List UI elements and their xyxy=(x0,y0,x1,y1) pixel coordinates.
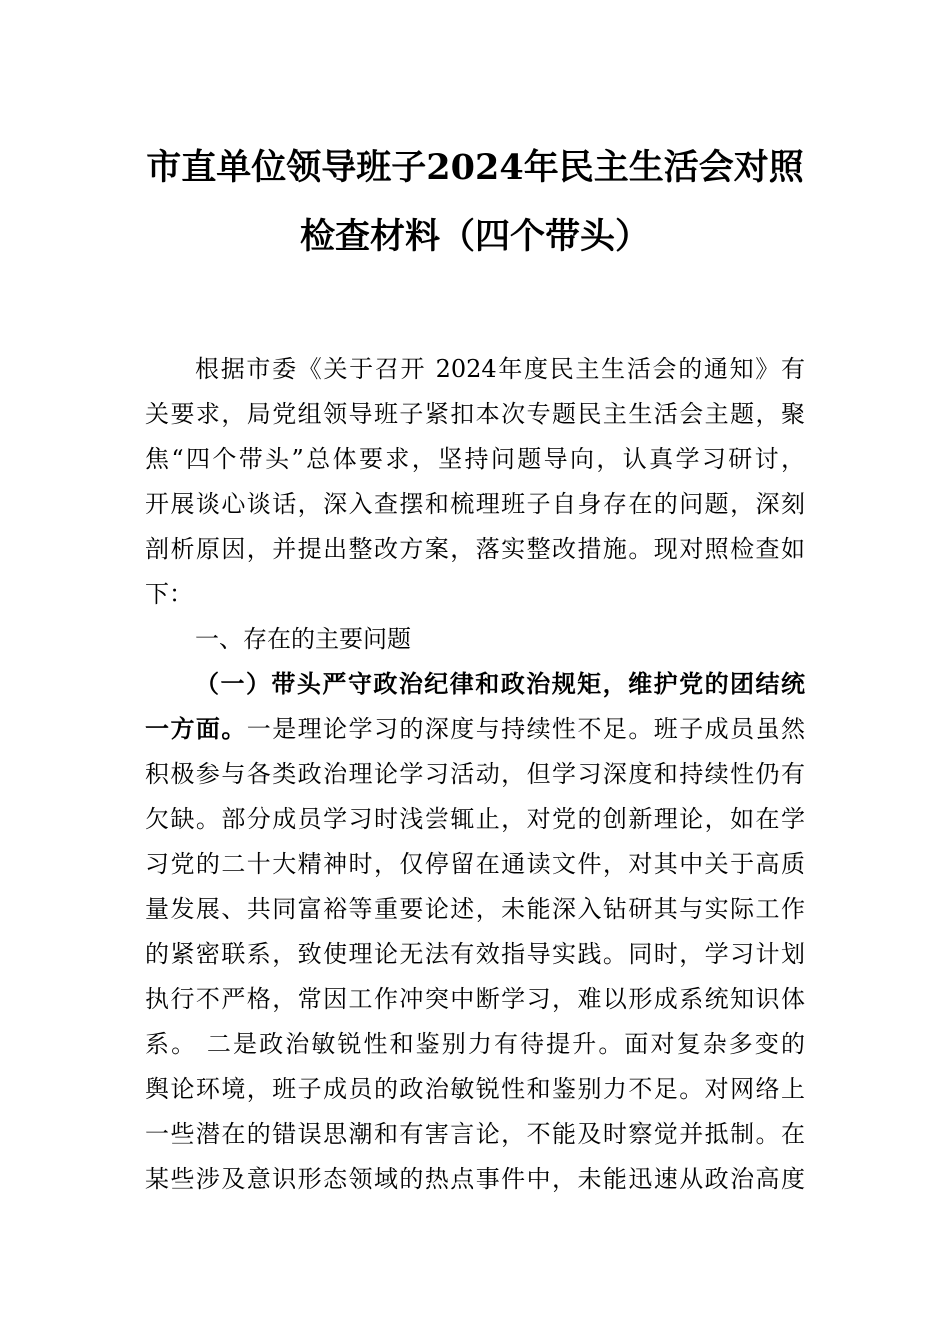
intro-paragraph-line: 关要求，局党组领导班子紧扣本次专题民主生活会主题，聚 xyxy=(145,400,805,428)
body-paragraph-line: 的紧密联系，致使理论无法有效指导实践。同时，学习计划 xyxy=(145,940,805,968)
section-heading: 一、存在的主要问题 xyxy=(195,625,411,653)
intro-paragraph-line: 焦“四个带头”总体要求，坚持问题导向，认真学习研讨， xyxy=(145,445,805,473)
subsection-heading: （一）带头严守政治纪律和政治规矩，维护党的团结统 xyxy=(195,669,805,698)
body-paragraph-line: 一些潜在的错误思潮和有害言论，不能及时察觉并抵制。在 xyxy=(145,1120,805,1148)
body-paragraph-line: 执行不严格，常因工作冲突中断学习，难以形成系统知识体 xyxy=(145,985,805,1013)
body-paragraph-line: 某些涉及意识形态领域的热点事件中，未能迅速从政治高度 xyxy=(145,1165,805,1193)
intro-paragraph-line: 开展谈心谈话，深入查摆和梳理班子自身存在的问题，深刻 xyxy=(145,490,805,518)
intro-paragraph-line: 根据市委《关于召开 2024年度民主生活会的通知》有 xyxy=(195,355,805,383)
body-text: 一是理论学习的深度与持续性不足。班子成员虽然 xyxy=(246,715,806,743)
body-paragraph-line: 量发展、共同富裕等重要论述，未能深入钻研其与实际工作 xyxy=(145,895,805,923)
document-title-line-2: 检查材料（四个带头） xyxy=(299,216,650,257)
intro-paragraph-line: 下： xyxy=(145,580,193,608)
body-paragraph-line: 系。 二是政治敏锐性和鉴别力有待提升。面对复杂多变的 xyxy=(145,1030,805,1058)
intro-paragraph-line: 剖析原因，并提出整改方案，落实整改措施。现对照检查如 xyxy=(145,535,805,563)
subsection-heading-end: 一方面。 xyxy=(145,714,247,743)
body-paragraph-line: 积极参与各类政治理论学习活动，但学习深度和持续性仍有 xyxy=(145,760,805,788)
document-title-line-1: 市直单位领导班子2024年民主生活会对照 xyxy=(146,147,804,188)
body-paragraph-line: 习党的二十大精神时，仅停留在通读文件，对其中关于高质 xyxy=(145,850,805,878)
body-paragraph-line: 舆论环境，班子成员的政治敏锐性和鉴别力不足。对网络上 xyxy=(145,1075,805,1103)
body-paragraph-line xyxy=(145,714,805,744)
body-paragraph-line: 欠缺。部分成员学习时浅尝辄止，对党的创新理论，如在学 xyxy=(145,805,805,833)
